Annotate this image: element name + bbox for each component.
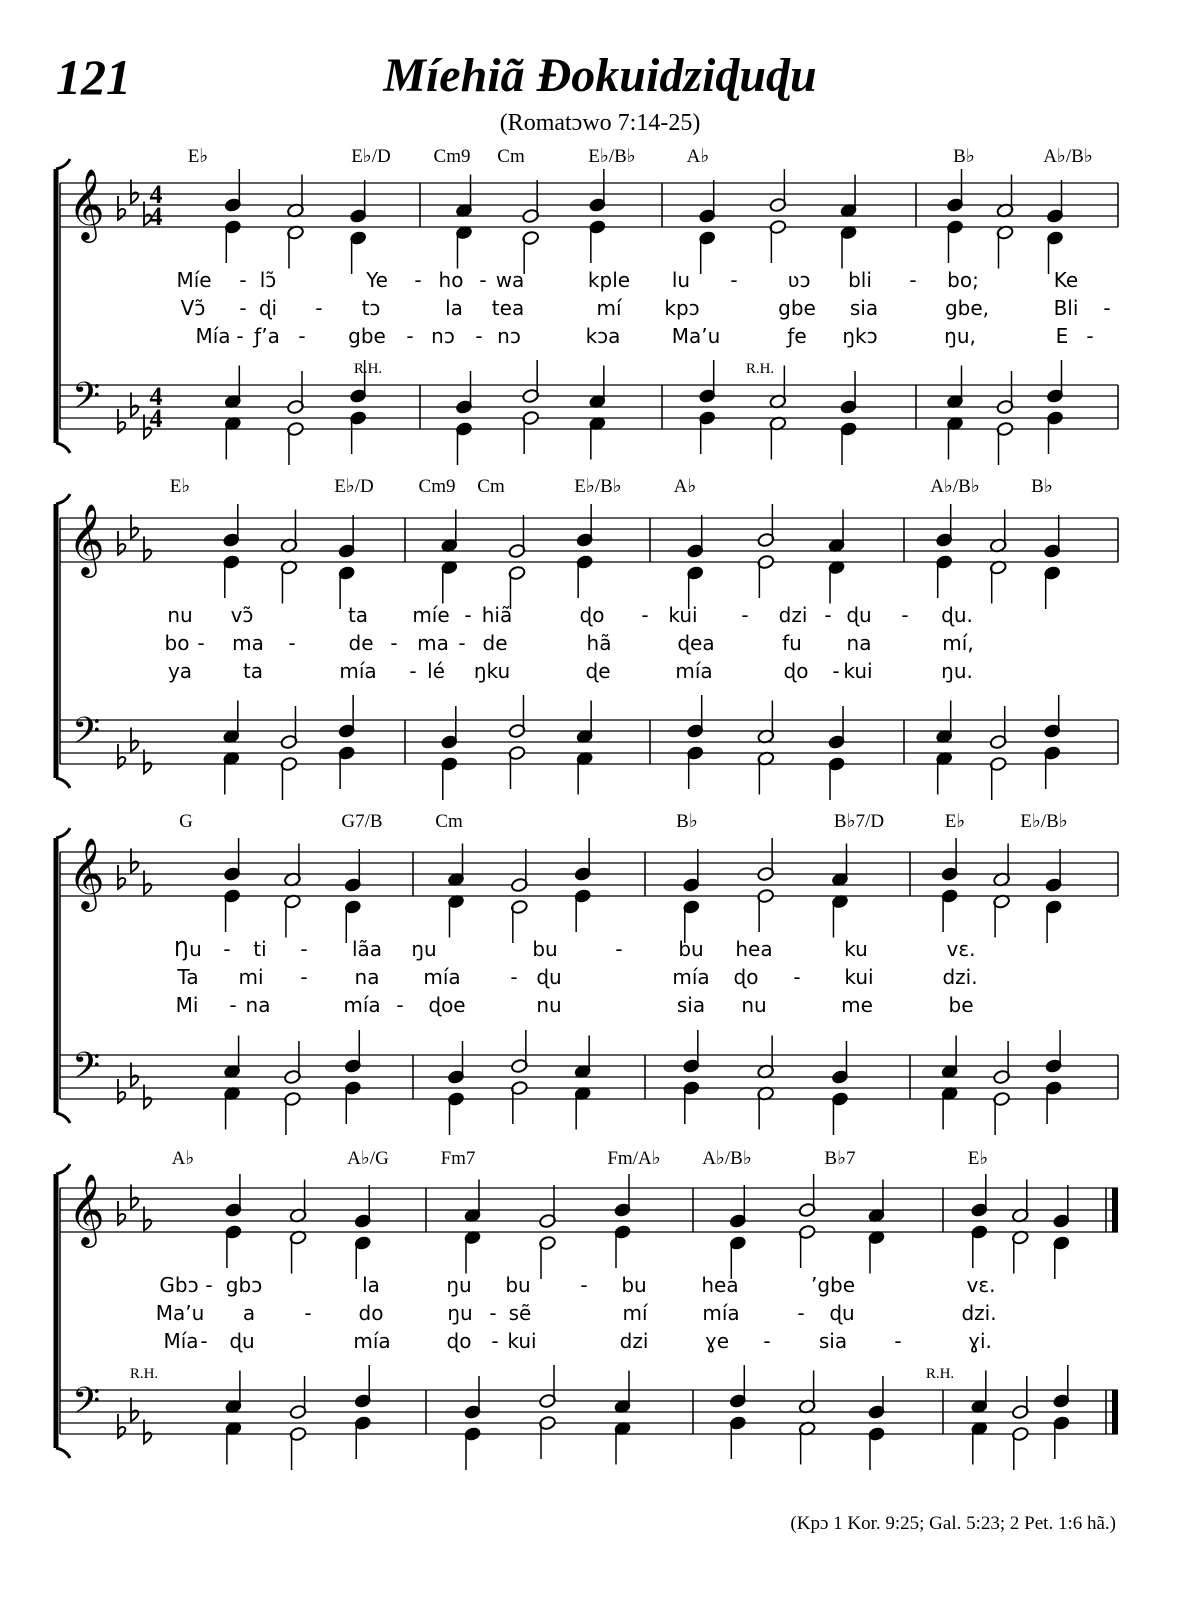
lyric-hyphen: - <box>901 603 909 627</box>
lyric-syllable: de <box>482 631 508 655</box>
lyric-syllable: míe <box>412 603 450 627</box>
lyric-hyphen: - <box>1086 324 1094 348</box>
lyric-syllable: na <box>846 631 872 655</box>
lyric-syllable: Mía <box>163 1329 199 1353</box>
lyric-syllable: ŋu. <box>941 659 973 683</box>
lyric-syllable: nɔ <box>497 324 521 348</box>
lyric-syllable: E <box>1055 324 1069 348</box>
bass-clef-icon: 𝄢 <box>72 710 101 761</box>
lyric-syllable: mí <box>622 1301 648 1325</box>
lyric-syllable: Ŋu <box>174 937 202 961</box>
time-signature-top: 4 <box>149 180 163 209</box>
lyric-syllable: tea <box>491 296 525 320</box>
lyric-syllable: sia <box>676 993 706 1017</box>
lyric-syllable: na <box>245 993 271 1017</box>
lyric-hyphen: - <box>641 603 649 627</box>
bracket-bottom-hook <box>56 1113 70 1123</box>
lyric-syllable: ho <box>438 268 464 292</box>
lyric-syllable: ɖu <box>536 965 562 989</box>
lyric-syllable: fu <box>782 631 802 655</box>
lyric-syllable: ɖu. <box>941 603 973 627</box>
lyric-hyphen: - <box>793 965 801 989</box>
lyric-syllable: kple <box>587 268 631 292</box>
lyric-syllable: la <box>362 1273 380 1297</box>
lyric-syllable: mía <box>423 965 461 989</box>
lyric-syllable: ɣi. <box>968 1329 992 1353</box>
lyric-syllable: bli <box>848 268 872 292</box>
chord-symbol: Cm <box>435 811 463 832</box>
lyric-hyphen: - <box>197 631 205 655</box>
lyric-syllable: ti <box>253 937 267 961</box>
lyric-hyphen: - <box>730 268 738 292</box>
lyric-hyphen: - <box>1103 296 1111 320</box>
right-hand-marker: R.H. <box>925 1366 955 1382</box>
lyric-syllable: dzi <box>778 603 808 627</box>
lyric-syllable: kui <box>507 1329 537 1353</box>
lyric-syllable: Mía <box>195 324 231 348</box>
lyric-syllable: gbe, <box>944 296 990 320</box>
system-2 <box>56 476 1118 800</box>
lyric-syllable: sia <box>849 296 879 320</box>
lyric-syllable: mía <box>702 1301 740 1325</box>
lyric-syllable: bo; <box>947 268 979 292</box>
chord-symbol: Fm/A♭ <box>607 1148 661 1169</box>
lyric-syllable: vɛ. <box>966 1273 996 1297</box>
lyric-hyphen: - <box>298 324 306 348</box>
chord-symbol: G7/B <box>341 811 383 832</box>
lyric-syllable: mía <box>672 965 710 989</box>
chord-symbol: E♭/D <box>334 476 374 497</box>
chord-symbol: A♭ <box>686 146 710 167</box>
lyric-hyphen: - <box>200 1329 208 1353</box>
lyric-syllable: ɖu <box>229 1329 255 1353</box>
lyric-syllable: ta <box>347 603 369 627</box>
lyric-syllable: ɖea <box>677 631 715 655</box>
lyric-syllable: Ma’u <box>671 324 721 348</box>
lyric-syllable: ɖu <box>829 1301 855 1325</box>
lyric-syllable: kui <box>844 965 874 989</box>
lyric-hyphen: - <box>396 993 404 1017</box>
lyric-syllable: bu <box>505 1273 531 1297</box>
lyric-syllable: do <box>358 1301 384 1325</box>
chord-symbol: E♭ <box>187 146 209 167</box>
lyric-syllable: ɖo <box>783 659 809 683</box>
lyric-syllable: be <box>948 993 974 1017</box>
lyric-syllable: a <box>242 1301 256 1325</box>
lyric-hyphen: - <box>894 1329 902 1353</box>
lyric-syllable: kɔa <box>585 324 621 348</box>
lyric-hyphen: - <box>763 1329 771 1353</box>
lyric-syllable: gbe <box>778 296 816 320</box>
lyric-syllable: ɖoe <box>428 993 466 1017</box>
lyric-syllable: mía <box>675 659 713 683</box>
lyric-syllable: Ma’u <box>155 1301 205 1325</box>
chord-symbol: B♭ <box>676 811 698 832</box>
lyric-syllable: Ta <box>177 965 199 989</box>
hymn-subtitle: (Romatɔwo 7:14-25) <box>499 110 701 136</box>
lyric-syllable: ku <box>844 937 868 961</box>
chord-symbol: E♭/D <box>351 146 391 167</box>
lyric-syllable: kpɔ <box>664 296 700 320</box>
system-3 <box>56 811 1118 1135</box>
lyric-hyphen: - <box>229 993 237 1017</box>
lyric-syllable: nu <box>167 603 193 627</box>
bracket-bottom-hook <box>56 443 70 453</box>
time-signature-bottom: 4 <box>149 404 163 433</box>
treble-clef-icon: 𝄞 <box>68 167 105 240</box>
chord-symbol: A♭/G <box>347 1148 389 1169</box>
hymn-number: 121 <box>56 49 131 105</box>
system-1 <box>56 146 1118 465</box>
lyric-syllable: gbɔ <box>225 1273 263 1297</box>
lyric-syllable: ŋu <box>447 1301 473 1325</box>
chord-symbol: E♭ <box>967 1148 989 1169</box>
lyric-hyphen: - <box>414 268 422 292</box>
lyric-hyphen: - <box>205 1273 213 1297</box>
lyric-syllable: mía <box>339 659 377 683</box>
lyric-hyphen: - <box>489 1301 497 1325</box>
treble-clef-icon: 𝄞 <box>68 836 105 909</box>
lyric-syllable: lé <box>427 659 445 683</box>
lyric-syllable: Ke <box>1053 268 1079 292</box>
lyric-syllable: ɖu <box>846 603 872 627</box>
lyric-syllable: Gbɔ <box>159 1273 199 1297</box>
lyric-syllable: mi <box>238 965 264 989</box>
lyric-syllable: vɔ̃ <box>230 603 254 627</box>
chord-symbol: B♭ <box>1031 476 1053 497</box>
lyric-syllable: na <box>354 965 380 989</box>
lyric-syllable: vɛ. <box>946 937 976 961</box>
lyric-syllable: la <box>445 296 463 320</box>
lyric-hyphen: - <box>909 268 917 292</box>
lyric-syllable: hea <box>701 1273 739 1297</box>
bracket-bottom-hook <box>56 778 70 788</box>
lyric-syllable: ɖi <box>258 296 278 320</box>
chord-symbol: B♭7/D <box>833 811 885 832</box>
lyric-syllable: ɖo <box>733 965 759 989</box>
chord-symbol: G <box>179 811 193 832</box>
chord-symbol: Fm7 <box>440 1148 476 1169</box>
lyric-syllable: ŋku <box>473 659 511 683</box>
lyric-syllable: bu <box>532 937 558 961</box>
lyric-syllable: kui <box>668 603 698 627</box>
lyric-syllable: kui <box>843 659 873 683</box>
chord-symbol: Cm9 <box>433 146 471 167</box>
lyric-hyphen: - <box>300 965 308 989</box>
chord-symbol: E♭ <box>944 811 966 832</box>
lyric-hyphen: - <box>491 1329 499 1353</box>
lyric-syllable: mí <box>596 296 622 320</box>
bass-clef-icon: 𝄢 <box>72 375 101 426</box>
lyric-syllable: dzi. <box>942 965 978 989</box>
lyric-syllable: mí, <box>942 631 974 655</box>
chord-symbol: E♭ <box>169 476 191 497</box>
lyric-syllable: Ye <box>366 268 388 292</box>
bracket-bottom-hook <box>56 1448 70 1458</box>
lyric-syllable: ma <box>232 631 264 655</box>
chord-symbol: A♭/B♭ <box>1043 146 1093 167</box>
lyric-hyphen: - <box>824 603 832 627</box>
chord-symbol: Cm <box>477 476 505 497</box>
scripture-reference: (Kpɔ 1 Kor. 9:25; Gal. 5:23; 2 Pet. 1:6 hã.) <box>790 1513 1116 1534</box>
lyric-syllable: ŋu <box>446 1273 472 1297</box>
chord-symbol: Cm9 <box>418 476 456 497</box>
lyric-hyphen: - <box>239 296 247 320</box>
time-signature-top: 4 <box>149 382 163 411</box>
lyric-hyphen: - <box>615 937 623 961</box>
lyric-syllable: lɔ̃ <box>259 268 277 292</box>
lyric-syllable: hea <box>735 937 773 961</box>
lyric-syllable: dzi. <box>961 1301 997 1325</box>
lyric-syllable: ŋu, <box>944 324 976 348</box>
lyric-syllable: ŋkɔ <box>842 324 878 348</box>
lyric-syllable: ya <box>167 659 193 683</box>
right-hand-marker: R.H. <box>353 361 383 377</box>
lyric-syllable: wa <box>495 268 525 292</box>
chord-symbol: A♭ <box>673 476 697 497</box>
lyric-hyphen: - <box>475 324 483 348</box>
lyric-hyphen: - <box>406 324 414 348</box>
lyric-hyphen: - <box>580 1273 588 1297</box>
chord-symbol: Cm <box>497 146 525 167</box>
lyric-hyphen: - <box>236 324 244 348</box>
right-hand-marker: R.H. <box>745 361 775 377</box>
lyric-syllable: me <box>841 993 873 1017</box>
lyric-syllable: Míe <box>176 268 212 292</box>
lyric-hyphen: - <box>300 937 308 961</box>
lyric-syllable: bu <box>678 937 704 961</box>
lyric-hyphen: - <box>409 659 417 683</box>
lyric-syllable: ’gbe <box>810 1273 856 1297</box>
lyric-syllable: ɖe <box>585 659 611 683</box>
bass-clef-icon: 𝄢 <box>72 1380 101 1431</box>
lyric-syllable: sia <box>818 1329 848 1353</box>
lyric-syllable: tɔ <box>361 296 381 320</box>
lyric-syllable: lãa <box>351 937 383 961</box>
treble-clef-icon: 𝄞 <box>68 502 105 575</box>
lyric-syllable: ƒe <box>787 324 807 348</box>
lyric-hyphen: - <box>832 659 840 683</box>
lyric-syllable: de <box>348 631 374 655</box>
chord-symbol: B♭ <box>953 146 975 167</box>
chord-symbol: E♭/B♭ <box>1020 811 1068 832</box>
bass-clef-icon: 𝄢 <box>72 1045 101 1096</box>
lyric-syllable: hiã <box>481 603 513 627</box>
lyric-hyphen: - <box>464 603 472 627</box>
lyric-syllable: hã <box>586 631 612 655</box>
lyric-syllable: lu <box>671 268 691 292</box>
lyric-syllable: bo <box>164 631 190 655</box>
treble-clef-icon: 𝄞 <box>68 1172 105 1245</box>
lyric-hyphen: - <box>458 631 466 655</box>
time-signature-bottom: 4 <box>149 202 163 231</box>
lyric-syllable: ŋu <box>411 937 437 961</box>
lyric-syllable: bu <box>621 1273 647 1297</box>
lyric-hyphen: - <box>239 268 247 292</box>
chord-symbol: E♭/B♭ <box>588 146 636 167</box>
chord-symbol: B♭7 <box>824 1148 856 1169</box>
lyric-syllable: nu <box>536 993 562 1017</box>
right-hand-marker: R.H. <box>129 1366 159 1382</box>
lyric-syllable: ʋɔ <box>787 268 811 292</box>
lyric-syllable: ɣe <box>704 1329 730 1353</box>
lyric-syllable: sẽ <box>508 1301 532 1325</box>
lyric-syllable: gbe <box>348 324 386 348</box>
lyric-syllable: mía <box>353 1329 391 1353</box>
lyric-syllable: Mi <box>175 993 199 1017</box>
chord-symbol: A♭/B♭ <box>930 476 980 497</box>
lyric-syllable: Vɔ̃ <box>180 296 206 320</box>
lyric-hyphen: - <box>479 268 487 292</box>
lyric-syllable: nu <box>741 993 767 1017</box>
chord-symbol: A♭/B♭ <box>702 1148 752 1169</box>
lyric-syllable: mía <box>343 993 381 1017</box>
lyric-hyphen: - <box>288 631 296 655</box>
lyric-syllable: nɔ <box>431 324 455 348</box>
lyric-hyphen: - <box>390 631 398 655</box>
hymn-title: Míehiã Ɖokuidziɖuɖu <box>383 49 817 102</box>
lyric-syllable: ɖo <box>446 1329 472 1353</box>
lyric-hyphen: - <box>315 296 323 320</box>
lyric-hyphen: - <box>797 1301 805 1325</box>
lyric-syllable: Bli <box>1053 296 1079 320</box>
chord-symbol: E♭/B♭ <box>574 476 622 497</box>
lyric-hyphen: - <box>510 965 518 989</box>
lyric-hyphen: - <box>741 603 749 627</box>
lyric-hyphen: - <box>304 1301 312 1325</box>
lyric-syllable: ƒ’a <box>254 324 280 348</box>
chord-symbol: A♭ <box>171 1148 195 1169</box>
lyric-syllable: dzi <box>619 1329 649 1353</box>
lyric-syllable: ta <box>242 659 264 683</box>
lyric-hyphen: - <box>223 937 231 961</box>
system-4 <box>56 1148 1118 1470</box>
lyric-syllable: ma <box>417 631 449 655</box>
lyric-syllable: ɖo <box>579 603 605 627</box>
